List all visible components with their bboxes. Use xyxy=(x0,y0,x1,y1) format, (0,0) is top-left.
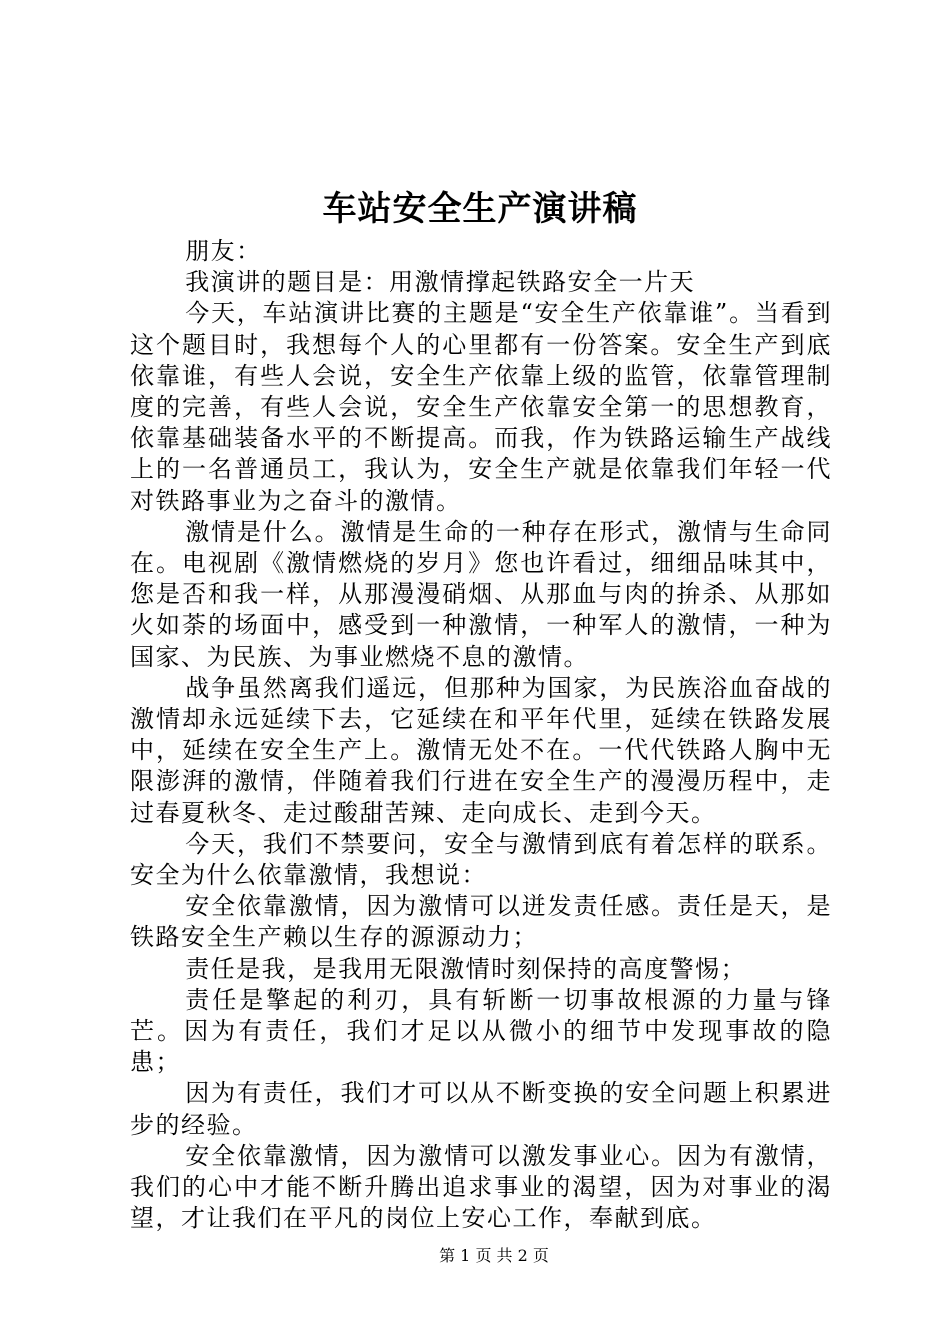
paragraph: 因为有责任，我们才可以从不断变换的安全问题上积累进步的经验。 xyxy=(130,1079,832,1139)
paragraph: 激情是什么。激情是生命的一种存在形式，激情与生命同在。电视剧《激情燃烧的岁月》您也许看过，细细品味其中，您是否和我一样，从那漫漫硝烟、从那血与肉的拚杀、从那如火如荼的场面中，感受到一种激情，一种军人的激情，一种为国家、为民族、为事业燃烧不息的激情。 xyxy=(130,517,832,671)
paragraph-speech-topic: 我演讲的题目是：用激情撑起铁路安全一片天 xyxy=(185,268,696,297)
page-footer xyxy=(0,1244,950,1268)
paragraph: 今天，车站演讲比赛的主题是“安全生产依靠谁”。当看到这个题目时，我想每个人的心里都有一份答案。安全生产到底依靠谁，有些人会说，安全生产依靠上级的监管，依靠管理制度的完善，有些人会说，安全生产依靠安全第一的思想教育，依靠基础装备水平的不断提高。而我，作为铁路运输生产战线上的一名普通员工，我认为，安全生产就是依靠我们年轻一代对铁路事业为之奋斗的激情。 xyxy=(130,299,832,515)
paragraph: 安全依靠激情，因为激情可以迸发责任感。责任是天，是铁路安全生产赖以生存的源源动力； xyxy=(130,892,832,952)
paragraph: 责任是我，是我用无限激情时刻保持的高度警惕； xyxy=(185,954,747,983)
paragraph: 战争虽然离我们遥远，但那种为国家，为民族浴血奋战的激情却永远延续下去，它延续在和平年代里，延续在铁路发展中，延续在安全生产上。激情无处不在。一代代铁路人胸中无限澎湃的激情，伴随着我们行进在安全生产的漫漫历程中，走过春夏秋冬、走过酸甜苦辣、走向成长、走到今天。 xyxy=(130,673,832,827)
document-body xyxy=(130,236,832,1235)
paragraph-greeting: 朋友： xyxy=(185,237,262,265)
paragraph: 责任是擎起的利刃，具有斩断一切事故根源的力量与锋芒。因为有责任，我们才足以从微小的细节中发现事故的隐患； xyxy=(130,985,832,1077)
document-title: 车站安全生产演讲稿 xyxy=(322,189,638,229)
paragraph: 安全依靠激情，因为激情可以激发事业心。因为有激情，我们的心中才能不断升腾出追求事业的渴望，因为对事业的渴望，才让我们在平凡的岗位上安心工作，奉献到底。 xyxy=(130,1141,832,1233)
page-number: 第 1 页 共 2 页 xyxy=(439,1246,549,1265)
paragraph: 今天，我们不禁要问，安全与激情到底有着怎样的联系。安全为什么依靠激情，我想说： xyxy=(130,829,832,890)
